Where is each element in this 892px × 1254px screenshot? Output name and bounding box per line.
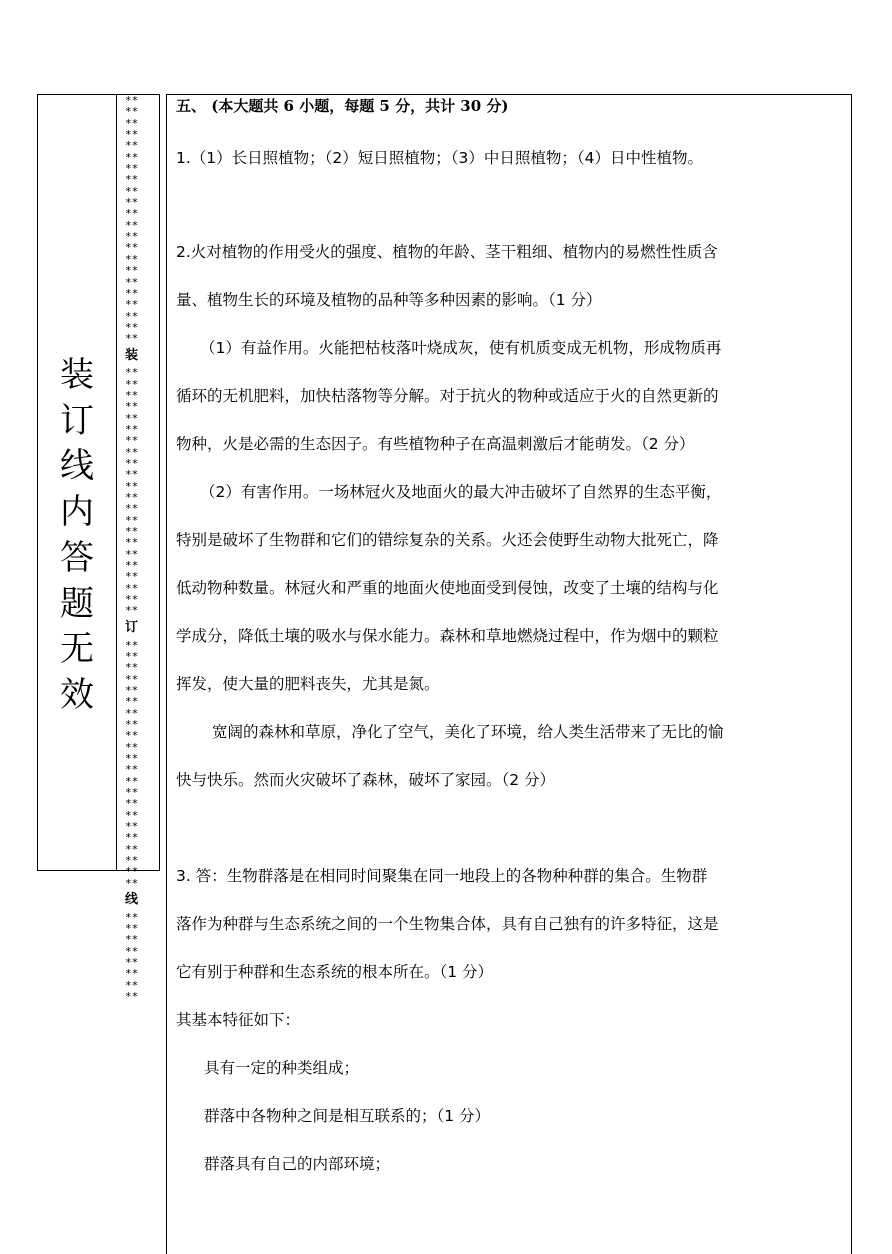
answer-q2-line: （2）有害作用。一场林冠火及地面火的最大冲击破坏了自然界的生态平衡， — [200, 483, 722, 501]
dot-mark: ** — [125, 150, 139, 164]
dot-mark: ** — [125, 116, 139, 130]
dot-mark: ** — [125, 570, 139, 584]
dot-mark: ** — [125, 751, 139, 765]
binding-char: 装 — [60, 355, 94, 395]
dot-mark: ** — [125, 774, 139, 788]
dot-mark: ** — [125, 683, 139, 697]
answer-q2-line: 特别是破坏了生物群和它们的错综复杂的关系。火还会使野生动物大批死亡，降 — [176, 531, 719, 549]
dot-mark: ** — [125, 876, 139, 890]
dot-mark: ** — [125, 797, 139, 811]
answer-q3-line: 其基本特征如下： — [176, 1011, 301, 1029]
dot-mark: ** — [125, 854, 139, 868]
dot-mark: ** — [125, 831, 139, 845]
binding-char: 线 — [60, 446, 94, 487]
dot-mark: ** — [125, 547, 139, 561]
answer-q2-line: 循环的无机肥料，加快枯落物等分解。对于抗火的物种或适应于火的自然更新的 — [176, 387, 719, 405]
dot-mark: ** — [125, 785, 139, 799]
dot-mark: ** — [125, 445, 139, 459]
dot-mark: ** — [125, 740, 139, 754]
binding-char: 订 — [60, 400, 94, 441]
dot-mark: ** — [125, 763, 139, 777]
dot-mark: ** — [125, 128, 139, 142]
binding-char: 效 — [60, 674, 94, 715]
dot-mark: ** — [125, 581, 139, 595]
binding-char: 无 — [60, 629, 94, 670]
dot-mark: ** — [125, 411, 139, 425]
binding-bottom-rule — [37, 870, 160, 871]
dot-mark: ** — [125, 218, 139, 232]
answer-q3-line: 它有别于种群和生态系统的根本所在。（1 分） — [176, 963, 494, 981]
dot-mark: ** — [125, 706, 139, 720]
dot-mark: ** — [125, 241, 139, 255]
binding-notice — [38, 353, 116, 719]
dot-mark: ** — [125, 717, 139, 731]
dot-mark: ** — [125, 638, 139, 652]
dot-mark: ** — [125, 729, 139, 743]
dot-mark: ** — [125, 604, 139, 618]
dot-mark: ** — [125, 559, 139, 573]
dot-mark: ** — [125, 468, 139, 482]
dot-mark: ** — [125, 978, 139, 992]
dot-mark: ** — [125, 196, 139, 210]
dot-mark: ** — [125, 298, 139, 312]
dot-mark: ** — [125, 513, 139, 527]
dot-mark: ** — [125, 184, 139, 198]
dot-mark: ** — [125, 910, 139, 924]
dot-mark: ** — [125, 332, 139, 346]
dot-mark: ** — [125, 366, 139, 380]
answer-q3-line: 群落具有自己的内部环境； — [204, 1155, 391, 1173]
dot-mark: ** — [125, 309, 139, 323]
section-heading: 五、 (本大题共 6 小题，每题 5 分，共计 30 分) — [176, 97, 509, 115]
binding-dot-stack — [125, 95, 155, 1003]
dot-mark: ** — [125, 922, 139, 936]
dot-mark: ** — [125, 388, 139, 402]
answer-q2-line: （1）有益作用。火能把枯枝落叶烧成灰，使有机质变成无机物，形成物质再 — [200, 339, 722, 357]
dot-mark: ** — [125, 820, 139, 833]
answer-q2-line: 快与快乐。然而火灾破坏了森林，破坏了家园。（2 分） — [176, 771, 556, 789]
answer-q2-line: 量、植物生长的环境及植物的品种等多种因素的影响。（1 分） — [176, 291, 602, 309]
dot-mark: ** — [125, 457, 139, 470]
dot-mark: ** — [125, 865, 139, 879]
dot-mark: ** — [125, 105, 139, 119]
binding-label: 装 — [125, 347, 139, 363]
answer-q2-line: 低动物种数量。林冠火和严重的地面火使地面受到侵蚀，改变了土壤的结构与化 — [176, 579, 719, 597]
binding-char: 答 — [60, 537, 94, 578]
answer-q2-line: 2.火对植物的作用受火的强度、植物的年龄、茎干粗细、植物内的易燃性性质含 — [176, 243, 718, 261]
dot-mark: ** — [125, 593, 139, 607]
dot-mark: ** — [125, 491, 139, 505]
dot-mark: ** — [125, 434, 139, 448]
binding-margin — [37, 94, 116, 871]
answer-q3-line: 落作为种群与生态系统之间的一个生物集合体，具有自己独有的许多特征，这是 — [176, 915, 719, 933]
dot-mark: ** — [125, 479, 139, 493]
dot-mark: ** — [125, 956, 139, 970]
dot-mark: ** — [125, 320, 139, 334]
answer-q3-line: 具有一定的种类组成； — [204, 1059, 360, 1077]
dot-mark: ** — [125, 162, 139, 176]
dot-mark: ** — [125, 695, 139, 709]
binding-dot-column — [116, 94, 160, 1004]
dot-mark: ** — [125, 173, 139, 187]
dot-mark: ** — [125, 525, 139, 539]
dot-mark: ** — [125, 842, 139, 856]
dot-mark: ** — [125, 672, 139, 686]
dot-mark: ** — [125, 967, 139, 981]
dot-mark: ** — [125, 649, 139, 663]
answer-q2-line: 挥发，使大量的肥料丧失，尤其是氮。 — [176, 675, 440, 693]
dot-mark: ** — [125, 808, 139, 822]
dot-mark: ** — [125, 422, 139, 436]
dot-mark: ** — [125, 252, 139, 266]
dot-mark: ** — [125, 139, 139, 153]
answer-q3-line: 3. 答：生物群落是在相同时间聚集在同一地段上的各物种种群的集合。生物群 — [176, 867, 708, 885]
dot-mark: ** — [125, 536, 139, 550]
dot-mark: ** — [125, 286, 139, 300]
dot-mark: ** — [125, 230, 139, 244]
answer-q3-line: 群落中各物种之间是相互联系的；（1 分） — [204, 1107, 491, 1125]
binding-char: 内 — [60, 492, 94, 533]
dot-mark: ** — [125, 933, 139, 947]
answer-q2-line: 物种，火是必需的生态因子。有些植物种子在高温刺激后才能萌发。（2 分） — [176, 435, 695, 453]
dot-mark: ** — [125, 207, 139, 221]
dot-mark: ** — [125, 990, 139, 1004]
dot-mark: ** — [125, 275, 139, 289]
answer-q2-line: 学成分，降低土壤的吸水与保水能力。森林和草地燃烧过程中，作为烟中的颗粒 — [176, 627, 719, 645]
binding-label: 订 — [125, 619, 139, 635]
dot-mark: ** — [125, 264, 139, 278]
dot-mark: ** — [125, 377, 139, 391]
answer-q1: 1.（1）长日照植物；（2）短日照植物；（3）中日照植物；（4）日中性植物。 — [176, 149, 703, 167]
dot-mark: ** — [125, 502, 139, 516]
dot-mark: ** — [125, 400, 139, 414]
dot-mark: ** — [125, 944, 139, 958]
binding-label: 线 — [125, 892, 139, 908]
dot-mark: ** — [125, 661, 139, 675]
answer-q2-line: 宽阔的森林和草原，净化了空气，美化了环境，给人类生活带来了无比的愉 — [212, 723, 724, 741]
dot-mark: ** — [125, 94, 139, 107]
binding-char: 题 — [60, 583, 94, 624]
